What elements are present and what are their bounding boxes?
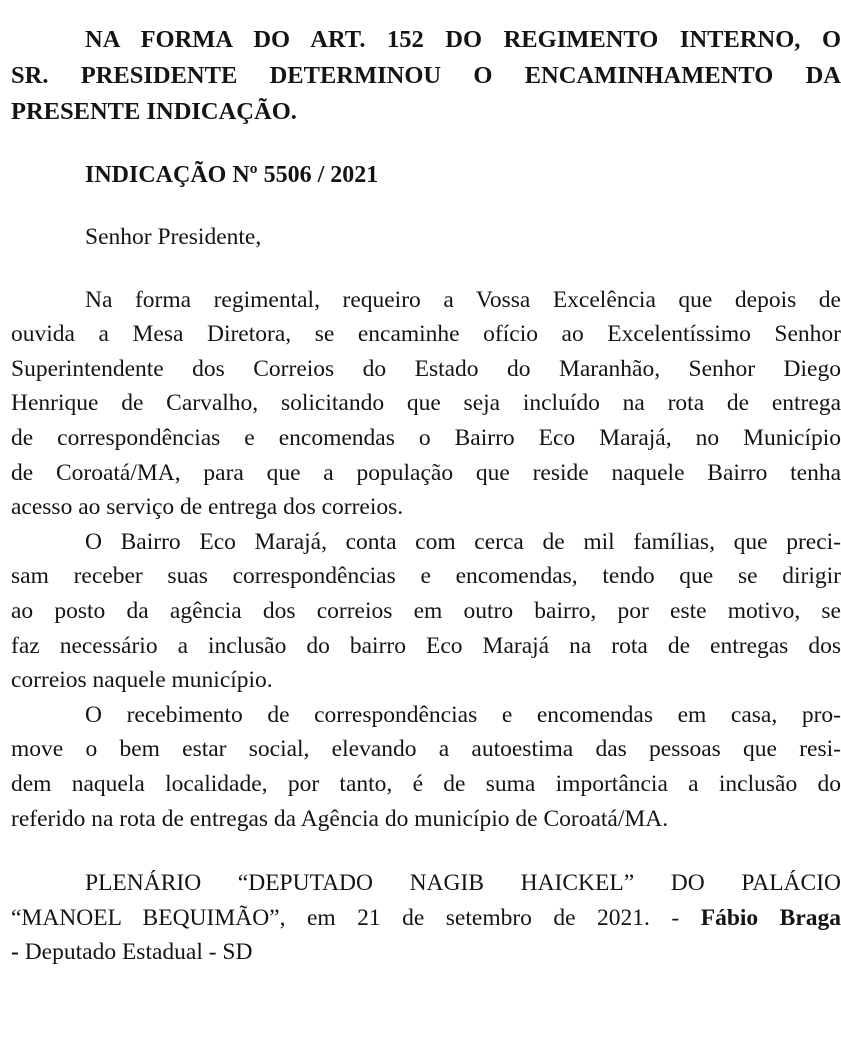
- closing-block: [11, 866, 841, 970]
- paragraph-2: [11, 525, 841, 698]
- paragraph-3: [11, 698, 841, 836]
- paragraph-line: Na forma regimental, requeiro a Vossa Excelência que depois de: [85, 286, 841, 313]
- closing-line: PLENÁRIO “DEPUTADO NAGIB HAICKEL” DO PALÁCIO: [85, 870, 841, 897]
- paragraph-line: ao posto da agência dos correios em outro bairro, por este motivo, se: [11, 597, 841, 624]
- paragraph-line: move o bem estar social, elevando a autoestima das pessoas que resi-: [11, 736, 841, 763]
- paragraph-line: ouvida a Mesa Diretora, se encaminhe ofício ao Excelentíssimo Senhor: [11, 321, 841, 348]
- paragraph-line: de Coroatá/MA, para que a população que reside naquele Bairro tenha: [11, 459, 841, 486]
- header-block: [11, 22, 841, 130]
- paragraph-line: acesso ao serviço de entrega dos correios.: [11, 494, 404, 521]
- signer-name: Fábio Braga: [700, 904, 841, 931]
- paragraph-1: [11, 283, 841, 525]
- paragraph-line: dem naquela localidade, por tanto, é de suma importância a inclusão do: [11, 770, 841, 797]
- paragraph-line: Henrique de Carvalho, solicitando que seja incluído na rota de entrega: [11, 390, 841, 417]
- salutation: Senhor Presidente,: [85, 224, 262, 250]
- paragraph-line: O Bairro Eco Marajá, conta com cerca de mil famílias, que preci-: [85, 528, 841, 555]
- header-line: SR. PRESIDENTE DETERMINOU O ENCAMINHAMENTO DA: [11, 62, 841, 89]
- paragraph-line: Superintendente dos Correios do Estado do Maranhão, Senhor Diego: [11, 355, 841, 382]
- paragraph-line: correios naquele município.: [11, 667, 273, 694]
- indication-number: INDICAÇÃO Nº 5506 / 2021: [85, 162, 379, 188]
- signer-dash: -: [11, 939, 19, 966]
- header-line: NA FORMA DO ART. 152 DO REGIMENTO INTERNO, O: [85, 26, 841, 53]
- paragraph-line: referido na rota de entregas da Agência do município de Coroatá/MA.: [11, 805, 669, 832]
- closing-line: [11, 901, 841, 936]
- paragraph-line: de correspondências e encomendas o Bairro Eco Marajá, no Município: [11, 424, 841, 451]
- signer-role: Deputado Estadual - SD: [24, 939, 253, 966]
- paragraph-line: faz necessário a inclusão do bairro Eco Marajá na rota de entregas dos: [11, 632, 841, 659]
- paragraph-line: sam receber suas correspondências e encomendas, tendo que se dirigir: [11, 563, 841, 590]
- header-line: PRESENTE INDICAÇÃO.: [11, 98, 297, 125]
- closing-line: [11, 935, 841, 970]
- closing-date-text: “MANOEL BEQUIMÃO”, em 21 de setembro de 2021. -: [11, 904, 680, 931]
- paragraph-line: O recebimento de correspondências e encomendas em casa, pro-: [85, 701, 841, 728]
